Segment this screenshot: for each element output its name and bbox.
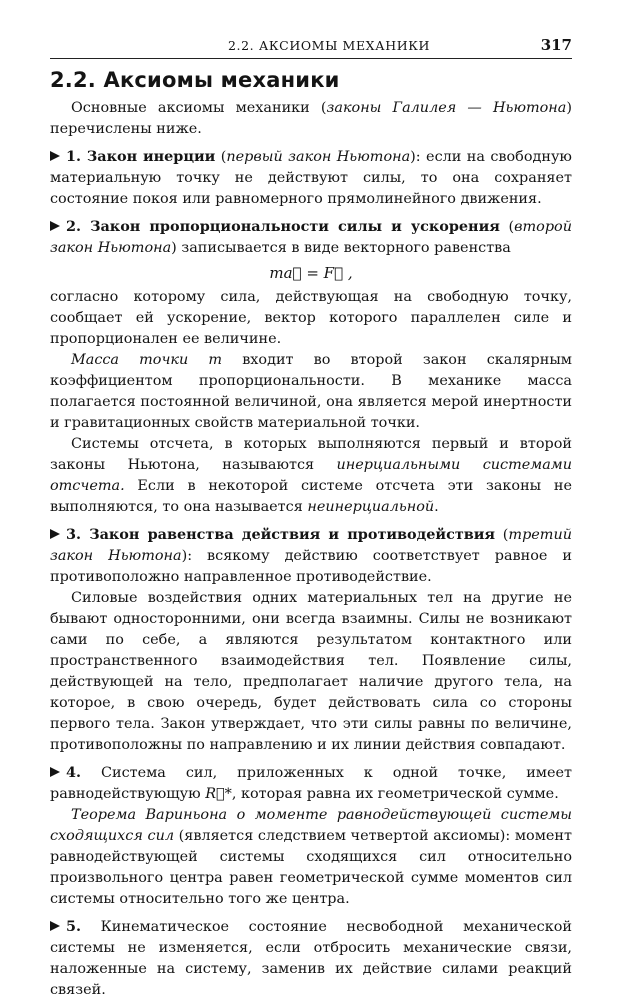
- intro-paragraph: [50, 98, 572, 140]
- axiom-2: [50, 216, 572, 259]
- varignon-paragraph: [50, 805, 572, 910]
- newton-second-law-formula: ma⃗ = F⃗ ,: [269, 264, 353, 282]
- running-head: [50, 38, 572, 59]
- mass-italic: Масса точки m: [71, 352, 223, 368]
- triangle-bullet-icon: [50, 529, 60, 539]
- mass-paragraph: [50, 350, 572, 434]
- axiom-1-label: 1. Закон инерции: [66, 148, 216, 165]
- axiom-3-italic: третий закон Ньютона: [50, 527, 572, 564]
- varignon-text: (является следствием четвертой аксиомы): момент равнодействующей системы сходящихся сил относительно произвольного центра равен геометрической сумме моментов сил системы относительно того же центра.: [50, 828, 572, 907]
- axiom-3-label: 3. Закон равенства действия и противодействия: [66, 526, 496, 543]
- axiom-3-text-2: ): всякому действию соответствует равное и противоположно направленное противодействие.: [50, 548, 572, 585]
- frames-text-1: Системы отсчета, в которых выполняются первый и второй законы Ньютона, называются: [50, 436, 572, 473]
- page-content: [50, 68, 572, 1001]
- resultant-symbol: R⃗*: [205, 786, 232, 802]
- axiom-3-text-1: (: [495, 527, 509, 543]
- axiom-4-text-1: Система сил, приложенных к одной точке, имеет равнодействующую: [50, 765, 572, 802]
- axiom-1-text-1: (: [215, 149, 227, 165]
- axiom-1: [50, 146, 572, 210]
- triangle-bullet-icon: [50, 151, 60, 161]
- frames-italic-2: неинерциальной: [307, 499, 435, 515]
- axiom-2-text-1: (: [499, 219, 515, 235]
- intro-text-1: Основные аксиомы механики (: [71, 100, 327, 116]
- axiom-5: [50, 916, 572, 1001]
- varignon-italic: Теорема Вариньона о моменте равнодействующей системы сходящихся сил: [50, 807, 572, 844]
- axiom-2-italic: второй закон Ньютона: [50, 219, 572, 256]
- section-heading: 2.2. Аксиомы механики: [50, 68, 340, 92]
- axiom-1-text-2: ): если на свободную материальную точку не действуют силы, то она сохраняет состояние покоя или равномерного прямолинейного движения.: [50, 149, 572, 207]
- axiom-4-text-2: , которая равна их геометрической сумме.: [231, 786, 559, 802]
- axiom-2-label: 2. Закон пропорциональности силы и ускорения: [66, 218, 500, 235]
- axiom-4-label: 4.: [66, 764, 82, 781]
- triangle-bullet-icon: [50, 921, 60, 931]
- page-number: 317: [540, 36, 572, 54]
- axiom-3: [50, 524, 572, 588]
- frames-text-2: Если в некоторой системе отсчета эти законы не выполняются, то она называется: [50, 478, 572, 515]
- intro-text-2: ) перечислены ниже.: [50, 100, 572, 137]
- reference-frames-paragraph: [50, 434, 572, 518]
- mass-text: входит во второй закон скалярным коэффициентом пропорциональности. В механике масса полагается постоянной величиной, она является мерой инертности и гравитационных свойств материальной точки.: [50, 352, 572, 431]
- axiom-4: [50, 762, 572, 805]
- axiom-5-label: 5.: [66, 918, 82, 935]
- triangle-bullet-icon: [50, 767, 60, 777]
- frames-italic-1: инерциальными системами отсчета.: [50, 457, 572, 494]
- running-head-title: 2.2. АКСИОМЫ МЕХАНИКИ: [228, 38, 431, 53]
- frames-text-3: .: [434, 499, 439, 515]
- intro-italic: законы Галилея — Ньютона: [326, 100, 567, 116]
- axiom-2-continuation: согласно которому сила, действующая на свободную точку, сообщает ей ускорение, вектор которого параллелен силе и пропорционален ее величине.: [50, 289, 572, 347]
- triangle-bullet-icon: [50, 221, 60, 231]
- axiom-1-italic: первый закон Ньютона: [226, 149, 411, 165]
- axiom-5-text-1: Кинематическое состояние несвободной механической системы не изменяется, если отбросить механические связи, наложенные на систему, заменив их действие силами реакций связей.: [50, 919, 572, 998]
- axiom-2-text-2: ) записывается в виде векторного равенства: [171, 240, 511, 256]
- interaction-paragraph: Силовые воздействия одних материальных тел на другие не бывают односторонними, они всегда взаимны. Силы не возникают сами по себе, а являются результатом контактного или пространственного взаимодействия тел. Появление силы, действующей на тело, предполагает наличие другого тела, на которое, в свою очередь, будет действовать сила со стороны первого тела. Закон утверждает, что эти силы равны по величине, противоположны по направлению и их линии действия совпадают.: [50, 590, 572, 753]
